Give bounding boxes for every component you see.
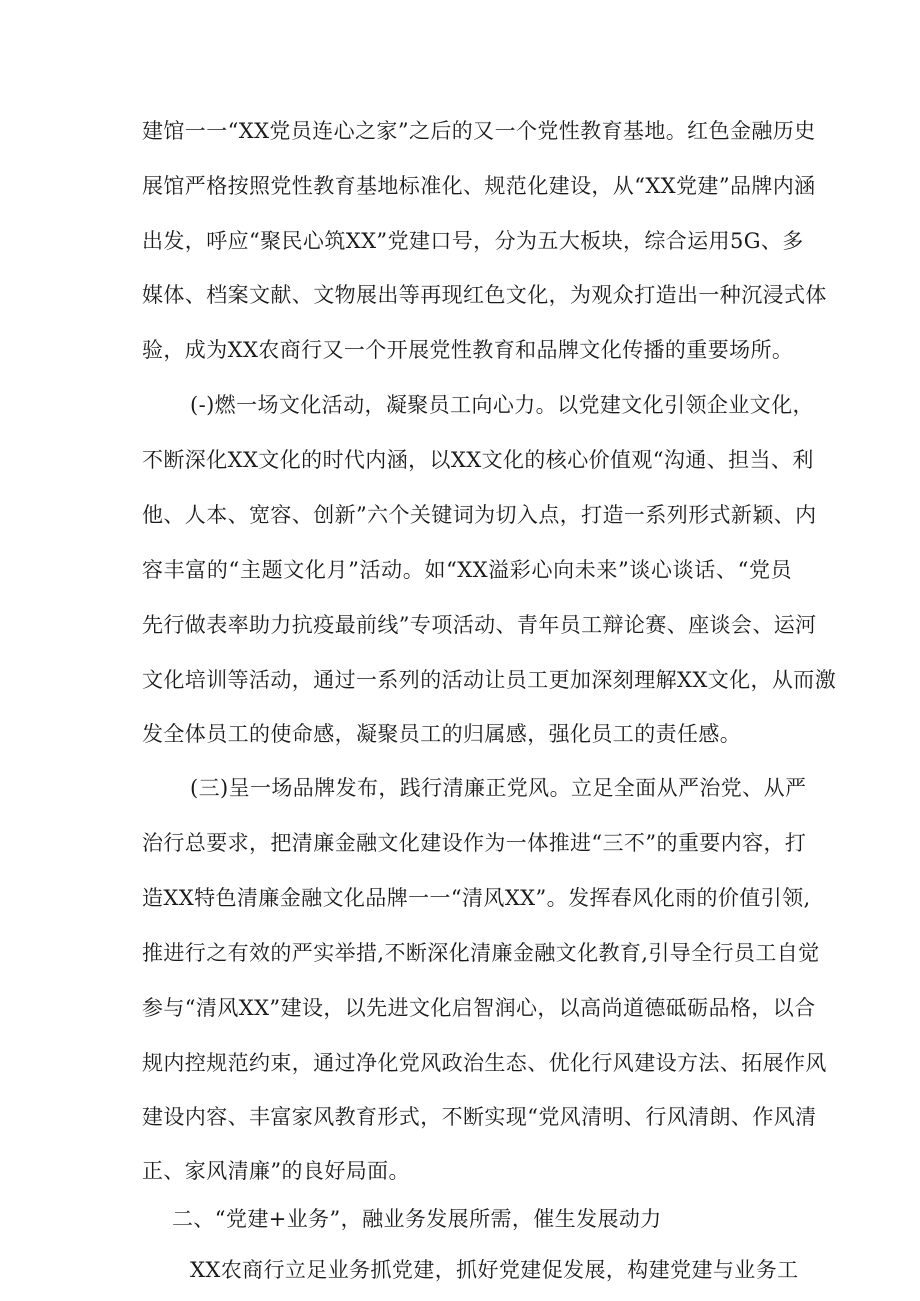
paragraph-line: 出发，呼应“聚民心筑XX”党建口号，分为五大板块，综合运用5G、多 xyxy=(142,229,804,253)
paragraph-line: (-)燃一场文化活动，凝聚员工向心力。以党建文化引领企业文化， xyxy=(190,393,814,417)
paragraph-line: 他、人本、宽容、创新”六个关键词为切入点，打造一系列形式新颖、内 xyxy=(142,503,817,527)
paragraph-line: 展馆严格按照党性教育基地标准化、规范化建设，从“XX党建”品牌内涵 xyxy=(142,174,816,198)
paragraph-line: 建设内容、丰富家风教育形式，不断实现“党风清明、行风清朗、作风清 xyxy=(142,1105,817,1129)
paragraph-line: 容丰富的“主题文化月”活动。如“XX溢彩心向未来”谈心谈话、“党员 xyxy=(142,558,792,582)
paragraph-line: 发全体员工的使命感，凝聚员工的归属感，强化员工的责任感。 xyxy=(142,722,742,746)
paragraph-line: XX农商行立足业务抓党建，抓好党建促发展，构建党建与业务工 xyxy=(190,1258,799,1282)
paragraph-line: 造XX特色清廉金融文化品牌一一“清风XX”。发挥春风化雨的价值引领, xyxy=(142,886,811,910)
paragraph-line: 正、家风清廉”的良好局面。 xyxy=(142,1159,410,1183)
paragraph-line: 媒体、档案文献、文物展出等再现红色文化，为观众打造出一种沉浸式体 xyxy=(142,283,827,307)
paragraph-line: 文化培训等活动，通过一系列的活动让员工更加深刻理解XX文化，从而激 xyxy=(142,668,837,692)
section-heading: 二、“党建+业务”，融业务发展所需，催生发展动力 xyxy=(172,1207,662,1231)
paragraph-line: 参与“清风XX”建设，以先进文化启智润心，以高尚道德砥砺品格，以合 xyxy=(142,996,816,1020)
paragraph-line: 建馆一一“XX党员连心之家”之后的又一个党性教育基地。红色金融历史 xyxy=(142,119,816,143)
paragraph-line: 推进行之有效的严实举措,不断深化清廉金融文化教育,引导全行员工自觉 xyxy=(142,941,820,965)
paragraph-line: 不断深化XX文化的时代内涵，以XX文化的核心价值观“沟通、担当、利 xyxy=(142,448,814,472)
paragraph-line: 治行总要求，把清廉金融文化建设作为一体推进“三不”的重要内容，打 xyxy=(142,831,807,855)
paragraph-line: 规内控规范约束，通过净化党风政治生态、优化行风建设方法、拓展作风 xyxy=(142,1051,827,1075)
paragraph-line: (三)呈一场品牌发布，践行清廉正党风。立足全面从严治党、从严 xyxy=(190,776,807,800)
paragraph-line: 验，成为XX农商行又一个开展党性教育和品牌文化传播的重要场所。 xyxy=(142,338,794,362)
paragraph-line: 先行做表率助力抗疫最前线”专项活动、青年员工辩论赛、座谈会、运河 xyxy=(142,613,817,637)
